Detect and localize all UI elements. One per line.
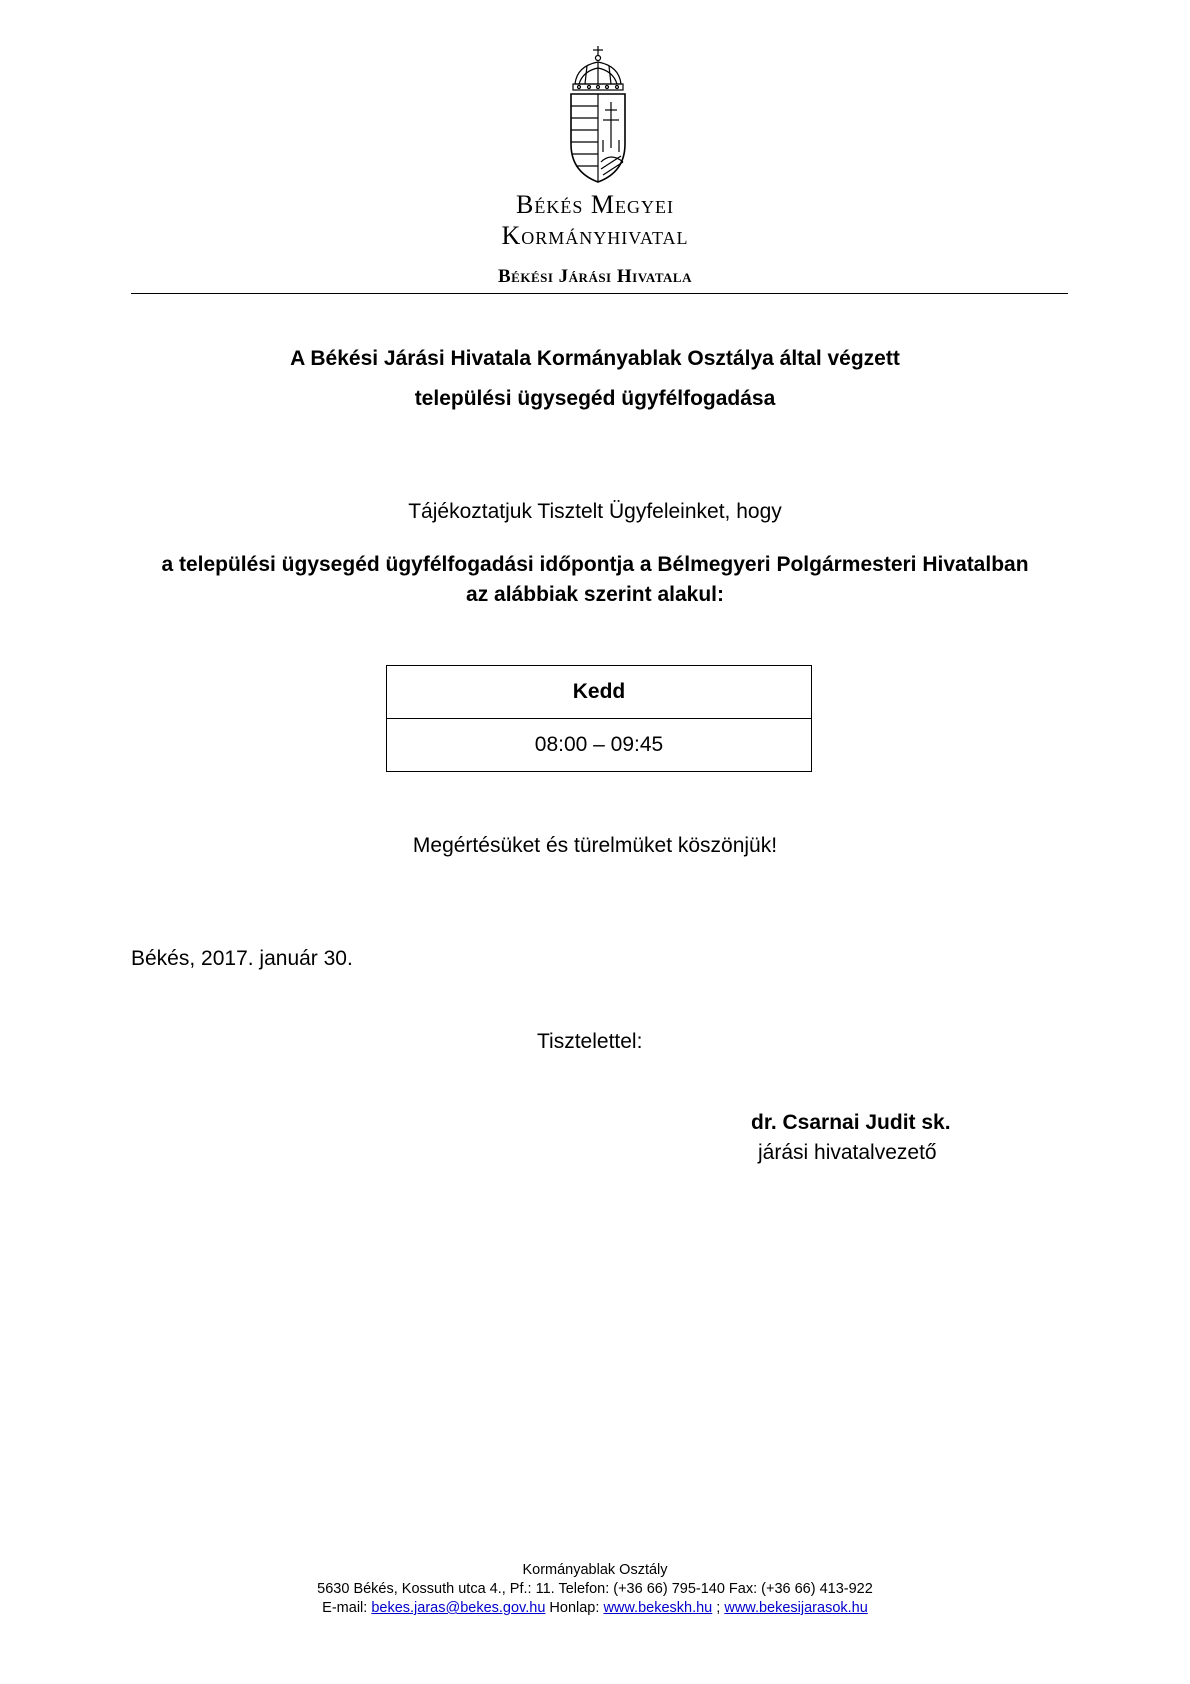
link-separator: ; [716, 1600, 721, 1616]
organization-name-line1: Békés Megyei [516, 190, 674, 219]
footer-department: Kormányablak Osztály [522, 1562, 668, 1578]
website-link-bekesijarasok[interactable]: www.bekesijarasok.hu [724, 1600, 868, 1616]
email-label: E-mail: [322, 1600, 368, 1616]
signer-name: dr. Csarnai Judit sk. [751, 1111, 951, 1134]
schedule-day: Kedd [387, 666, 812, 719]
closing-text: Tisztelettel: [537, 1030, 643, 1053]
schedule-header-row [387, 666, 812, 719]
schedule-hours-row [387, 719, 812, 772]
footer-address: 5630 Békés, Kossuth utca 4., Pf.: 11. Telefon: (+36 66) 795-140 Fax: (+36 66) 413-922 [317, 1581, 873, 1597]
signer-title: járási hivatalvezető [758, 1141, 937, 1164]
document-title-line2: települési ügysegéd ügyfélfogadása [414, 387, 776, 410]
schedule-table [386, 665, 812, 772]
website-link-bekeskh[interactable]: www.bekeskh.hu [603, 1600, 713, 1616]
footer-contacts [0, 1599, 1190, 1618]
document-date: Békés, 2017. január 30. [131, 947, 353, 970]
announcement-text: a települési ügysegéd ügyfélfogadási időpontja a Bélmegyeri Polgármesteri Hivatalban az alábbiak szerint alakul: [161, 553, 1029, 606]
schedule-hours: 08:00 – 09:45 [387, 719, 812, 772]
coat-of-arms-emblem [565, 44, 631, 184]
thanks-text: Megértésüket és türelmüket köszönjük! [412, 834, 778, 857]
office-name: Békési Járási Hivatala [498, 266, 692, 287]
organization-name-line2: Kormányhivatal [501, 221, 689, 250]
intro-text: Tájékoztatjuk Tisztelt Ügyfeleinket, hogy [408, 500, 782, 523]
header-divider [131, 293, 1068, 294]
email-link[interactable]: bekes.jaras@bekes.gov.hu [371, 1600, 546, 1616]
document-title-line1: A Békési Járási Hivatala Kormányablak Osztálya által végzett [290, 347, 900, 370]
website-label: Honlap: [549, 1600, 600, 1616]
